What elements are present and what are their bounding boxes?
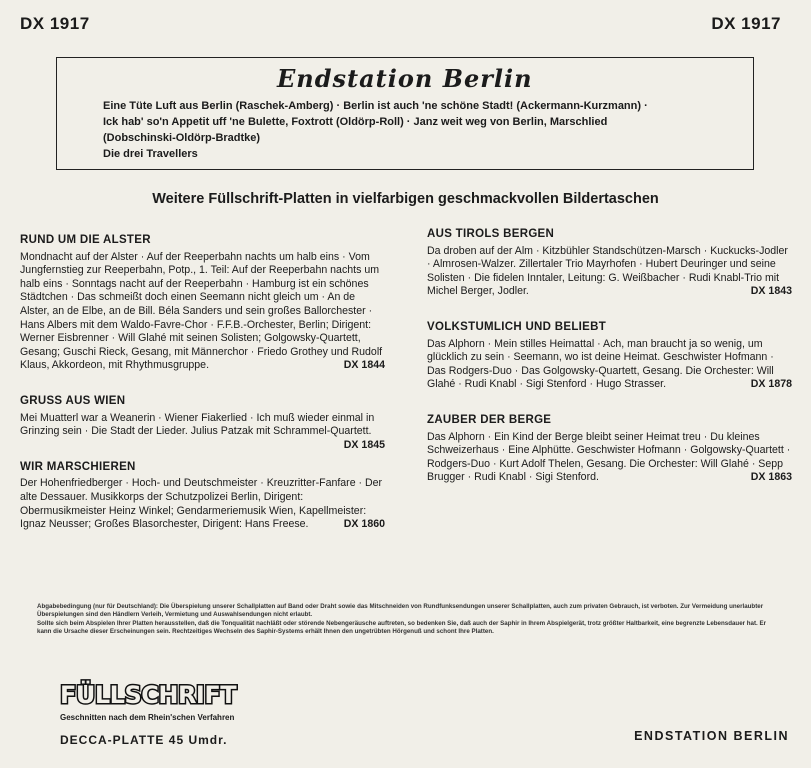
track-line: Eine Tüte Luft aus Berlin (Raschek-Amberg) · Berlin ist auch 'ne schöne Stadt! (Ackermann-Kurzmann) · <box>103 100 648 112</box>
record-entry <box>20 394 385 451</box>
entry-heading: RUND UM DIE ALSTER <box>20 234 151 246</box>
fuellschrift-logo: FÜLLSCHRIFT <box>60 681 237 709</box>
fine-print-paragraph: Abgabebedingung (nur für Deutschland): Die Überspielung unserer Schallplatten auf Band oder Draht sowie das Mitschneiden von Rundfunksendungen unserer Schallplatten, auch zum privaten Gebrauch, ist verboten. Zur Vermeidung unerlaubter Überspielungen sind den Händlern Verleih, Vermietung und Auswahlsendungen nicht erlaubt. <box>37 603 764 619</box>
title-box <box>56 57 754 170</box>
entry-text: Mondnacht auf der Alster · Auf der Reeperbahn nachts um halb eins · Vom Jungfernstieg zur Reeperbahn, Potp., 1. Teil: Auf der Reeperbahn nachts um halb eins · Sonntags nacht auf der Reeperbahn · Hamburg ist ein schönes Städtchen · Das schmeißt doch einen Seemann nicht gleich um · An de Alster, an de Elbe, an de Bill. Béla Sanders und sein großes Ballorchester · Hans Albers mit dem Waldo-Favre-Chor · F.F.B.-Orchester, Berlin; Dirigent: Werner Eisbrenner · Will Glahé mit seinen Solisten; Golgowsky-Quartett, Gesang; Guschi Rieck, Gesang, mit Männerchor · Friedo Grothey und Rudolf Klaus, Akkordeon, mit Rhythmusgruppe. DX 1844 <box>20 250 385 372</box>
catalog-number-right: DX 1917 <box>711 14 781 33</box>
entry-heading: WIR MARSCHIEREN <box>20 460 136 473</box>
entry-heading: AUS TIROLS BERGEN <box>427 228 555 240</box>
entry-code: DX 1863 <box>750 471 792 484</box>
record-entry <box>427 228 792 299</box>
entry-code: DX 1843 <box>750 285 792 298</box>
entry-code: DX 1845 <box>343 438 385 451</box>
label-line: DECCA-PLATTE 45 Umdr. <box>60 733 228 747</box>
catalog-number-left: DX 1917 <box>20 14 90 33</box>
footer-title: ENDSTATION BERLIN <box>634 729 789 743</box>
entry-text: Da droben auf der Alm · Kitzbühler Standschützen-Marsch · Kuckucks-Jodler · Almrosen-Walzer. Zillertaler Trio Mayrhofen · Hubert Deuringer und seine Solisten · Die fidelen Inntaler, Leitung: G. Weißbacher · Rudi Knabl-Trio mit Michel Berger, Jodler. DX 1843 <box>427 244 792 298</box>
fine-print-paragraph: Sollte sich beim Abspielen Ihrer Platten herausstellen, daß die Tonqualität nachläßt oder störende Nebengeräusche auftreten, so bedenken Sie, daß auch der Saphir in Ihrem Abspielgerät, trotz größter Haltbarkeit, eine begrenzte Lebensdauer hat. Er kann die Ursache dieser Erscheinungen sein. Rechtzeitiges Wechseln des Saphir-Systems erhält Ihnen den ungetrübten Hörgenuß und schont Ihre Platten. <box>37 619 767 636</box>
record-entry <box>20 234 385 373</box>
entry-code: DX 1878 <box>750 378 792 391</box>
entry-code: DX 1860 <box>343 518 385 531</box>
record-entry <box>20 461 385 532</box>
entry-heading: VOLKSTUMLICH UND BELIEBT <box>427 320 607 333</box>
entry-heading: ZAUBER DER BERGE <box>427 413 552 426</box>
entry-text: Der Hohenfriedberger · Hoch- und Deutschmeister · Kreuzritter-Fanfare · Der alte Dessauer. Musikkorps der Schutzpolizei Berlin, Dirigent: Obermusikmeister Heinz Winkel; Gendarmeriemusik Wien, Kapellmeister: Ignaz Neusser; Großes Blasorchester, Dirigent: Hans Freese. DX 1860 <box>20 477 385 531</box>
left-column <box>20 234 385 554</box>
logo-subtitle: Geschnitten nach dem Rhein'schen Verfahren <box>60 713 235 722</box>
track-list <box>103 98 743 162</box>
fine-print <box>37 603 777 637</box>
artist-line: Die drei Travellers <box>103 148 198 160</box>
entry-heading: GRUSS AUS WIEN <box>20 394 126 407</box>
record-title: Endstation Berlin <box>277 64 533 93</box>
entry-text: Das Alphorn · Mein stilles Heimattal · Ach, man braucht ja so wenig, um glücklich zu sein · Seemann, wo ist deine Heimat. Geschwister Hofmann · Das Rodgers-Duo · Das Golgowsky-Quartett, Gesang. Die Orchester: Will Glahé · Rudi Knabl · Sigi Stenford · Hugo Strasser. DX 1878 <box>427 337 792 391</box>
entry-text: Mei Muatterl war a Weanerin · Wiener Fiakerlied · Ich muß wieder einmal in Grinzing sein · Die Stadt der Lieder. Julius Patzak mit Schrammel-Quartett. DX 1845 <box>20 411 385 451</box>
catalog-subheading: Weitere Füllschrift-Platten in vielfarbigen geschmackvollen Bildertaschen <box>152 191 659 207</box>
record-entry <box>427 414 792 485</box>
entry-code: DX 1844 <box>343 359 385 372</box>
track-line: Ick hab' so'n Appetit uff 'ne Bulette, Foxtrott (Oldörp-Roll) · Janz weit weg von Berlin, Marschlied <box>103 116 608 128</box>
right-column <box>427 228 792 507</box>
record-entry <box>427 321 792 392</box>
track-line: (Dobschinski-Oldörp-Bradtke) <box>103 132 261 144</box>
entry-text: Das Alphorn · Ein Kind der Berge bleibt seiner Heimat treu · Du kleines Schweizerhaus · Eine Alphütte. Geschwister Hofmann · Golgowsky-Quartett · Rodgers-Duo · Kurt Adolf Thelen, Gesang. Die Orchester: Will Glahé · Sepp Brugger · Rudi Knabl · Sigi Stenford. DX 1863 <box>427 430 792 484</box>
